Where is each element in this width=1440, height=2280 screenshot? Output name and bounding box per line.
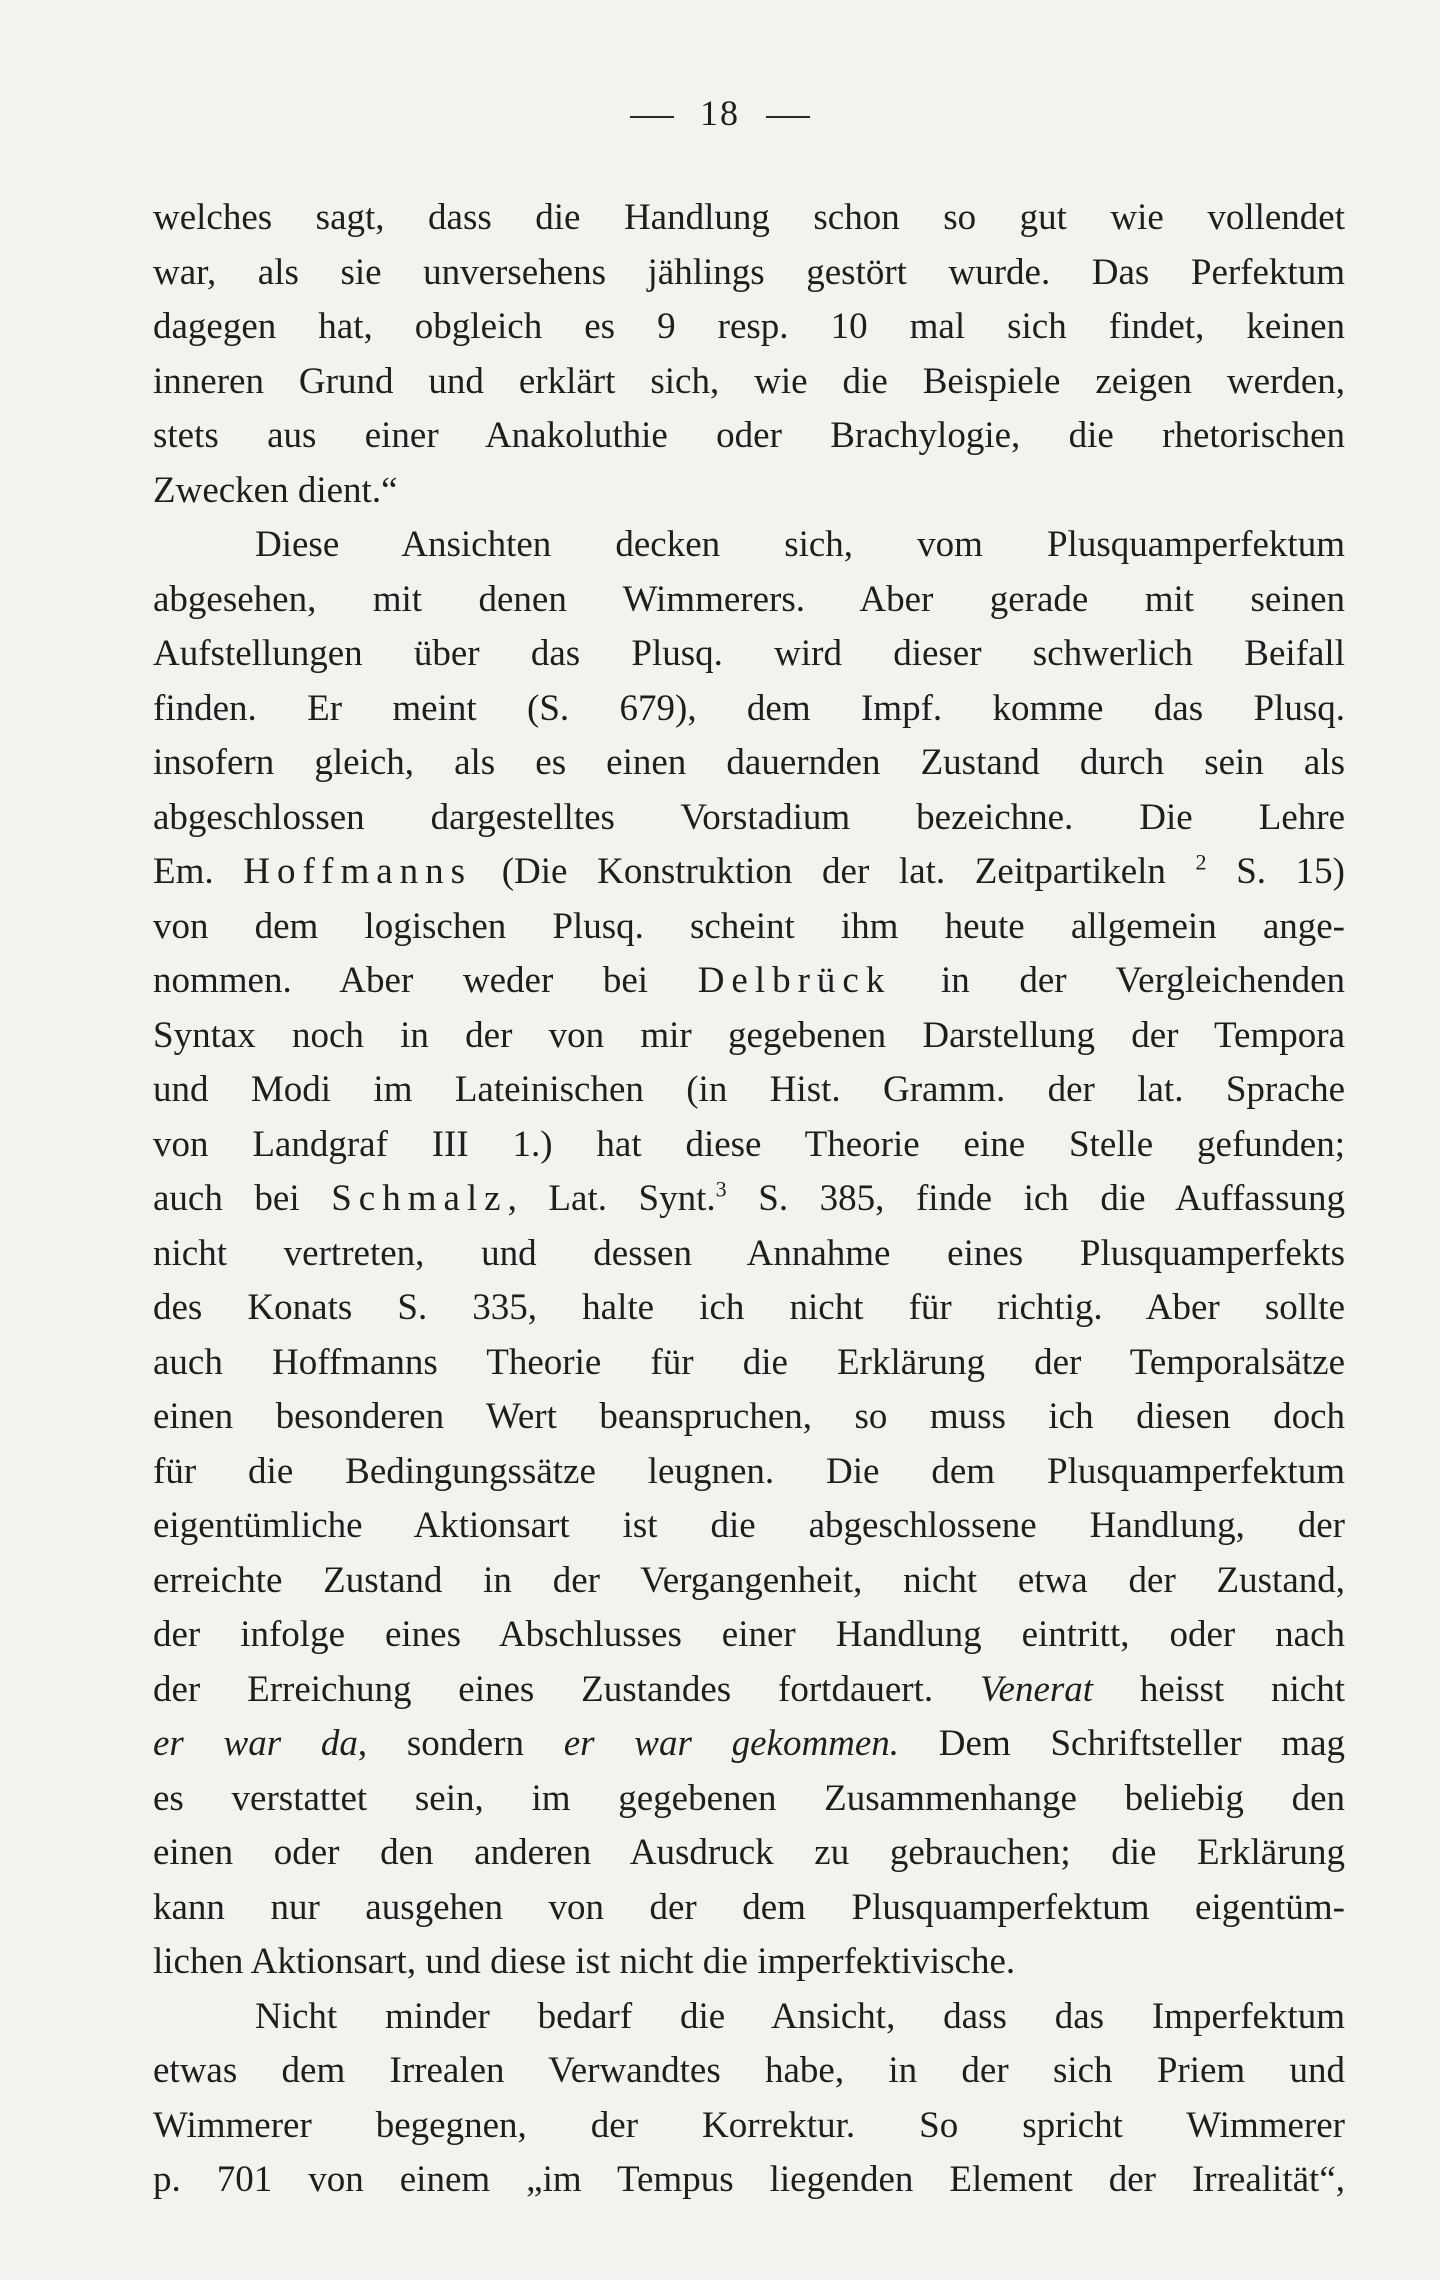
- page-number: [0, 92, 1440, 134]
- text-line: [153, 2153, 1345, 2208]
- paragraph: [153, 191, 1345, 518]
- text-segment: für die Bedingungssätze leugnen. Die dem Plusquamperfektum: [153, 1450, 1345, 1492]
- body-text: [153, 191, 1345, 2208]
- text-segment: , sondern: [357, 1723, 564, 1764]
- text-segment: abgesehen, mit denen Wimmerers. Aber gerade mit seinen: [153, 578, 1345, 620]
- text-line: [153, 1445, 1345, 1500]
- text-segment: der infolge eines Abschlusses einer Handlung eintritt, oder nach: [153, 1614, 1345, 1655]
- text-segment: des Konats S. 335, halte ich nicht für richtig. Aber sollte: [153, 1287, 1345, 1328]
- text-segment: nicht vertreten, und dessen Annahme eines Plusquamperfekts: [153, 1232, 1345, 1274]
- text-segment: Syntax noch in der von mir gegebenen Darstellung der Tempora: [153, 1014, 1345, 1056]
- text-segment: heisst nicht: [1093, 1668, 1346, 1710]
- text-line: [153, 1772, 1345, 1827]
- text-line: [153, 1172, 1345, 1227]
- text-segment: finden. Er meint (S. 679), dem Impf. komme das Plusq.: [153, 687, 1345, 729]
- spaced-name: Schmalz: [331, 1178, 508, 1219]
- dash-right: [766, 116, 810, 118]
- superscript: 2: [1195, 849, 1207, 875]
- text-line: [153, 464, 1345, 519]
- text-line: [153, 1281, 1345, 1336]
- text-line: [153, 682, 1345, 737]
- text-line: [153, 736, 1345, 791]
- text-line: [153, 1009, 1345, 1064]
- text-line: [153, 1608, 1345, 1663]
- text-segment: Aufstellungen über das Plusq. wird dieser schwerlich Beifall: [153, 633, 1345, 674]
- text-segment: einen oder den anderen Ausdruck zu gebrauchen; die Erklärung: [153, 1832, 1345, 1873]
- italic-text: er war gekommen.: [563, 1723, 900, 1764]
- paragraph: [153, 518, 1345, 1990]
- page-number-text: 18: [700, 93, 740, 133]
- text-segment: stets aus einer Anakoluthie oder Brachylogie, die rhetorischen: [153, 415, 1345, 456]
- text-line: [153, 1499, 1345, 1554]
- text-line: [153, 2099, 1345, 2154]
- text-line: [153, 1336, 1345, 1391]
- text-segment: es verstattet sein, im gegebenen Zusammenhange beliebig den: [153, 1777, 1345, 1819]
- text-line: [153, 627, 1345, 682]
- text-segment: dagegen hat, obgleich es 9 resp. 10 mal sich findet, keinen: [153, 306, 1345, 347]
- text-segment: von Landgraf III 1.) hat diese Theorie eine Stelle gefunden;: [153, 1123, 1345, 1165]
- text-segment: einen besonderen Wert beanspruchen, so muss ich diesen doch: [153, 1396, 1345, 1437]
- text-segment: etwas dem Irrealen Verwandtes habe, in der sich Priem und: [153, 2050, 1345, 2091]
- text-segment: nommen. Aber weder bei: [153, 960, 698, 1001]
- text-segment: Nicht minder bedarf die Ansicht, dass das Imperfektum: [255, 1995, 1345, 2037]
- text-segment: S. 385, finde ich die Auffassung: [726, 1178, 1345, 1219]
- text-segment: von dem logischen Plusq. scheint ihm heute allgemein ange-: [153, 905, 1345, 947]
- text-segment: Dem Schriftsteller mag: [899, 1723, 1345, 1764]
- text-line: [153, 1118, 1345, 1173]
- text-segment: inneren Grund und erklärt sich, wie die Beispiele zeigen werden,: [153, 360, 1345, 402]
- text-line: [153, 191, 1345, 246]
- italic-text: er war da: [153, 1723, 358, 1764]
- superscript: 3: [715, 1176, 727, 1202]
- text-segment: in der Vergleichenden: [891, 960, 1345, 1001]
- text-segment: auch Hoffmanns Theorie für die Erklärung der Temporalsätze: [153, 1341, 1345, 1383]
- italic-text: Venerat: [980, 1668, 1094, 1710]
- text-line: [153, 300, 1345, 355]
- text-line: [153, 1990, 1345, 2045]
- spaced-name: Hoffmanns: [243, 851, 473, 892]
- text-line: [153, 791, 1345, 846]
- text-segment: auch bei: [153, 1178, 332, 1219]
- text-line: [153, 900, 1345, 955]
- spaced-name: Delbrück: [697, 960, 892, 1001]
- text-line: [153, 246, 1345, 301]
- text-segment: , Lat. Synt.: [507, 1178, 716, 1219]
- text-segment: kann nur ausgehen von der dem Plusquamperfektum eigentüm-: [153, 1886, 1345, 1928]
- text-segment: der Erreichung eines Zustandes fortdauert.: [153, 1668, 981, 1710]
- text-line: [153, 1227, 1345, 1282]
- text-line: [153, 1063, 1345, 1118]
- text-line: [153, 1663, 1345, 1718]
- text-segment: insofern gleich, als es einen dauernden Zustand durch sein als: [153, 742, 1345, 783]
- text-line: [153, 1390, 1345, 1445]
- text-line: [153, 2044, 1345, 2099]
- text-line: [153, 954, 1345, 1009]
- text-line: [153, 518, 1345, 573]
- text-segment: lichen Aktionsart, und diese ist nicht die imperfektivische.: [153, 1941, 1016, 1982]
- text-line: [153, 1554, 1345, 1609]
- text-line: [153, 845, 1345, 900]
- text-line: [153, 573, 1345, 628]
- text-segment: Em.: [153, 851, 244, 892]
- text-segment: S. 15): [1206, 851, 1345, 892]
- text-segment: (Die Konstruktion der lat. Zeitpartikeln: [472, 851, 1196, 892]
- text-segment: war, als sie unversehens jählings gestört wurde. Das Perfektum: [153, 251, 1345, 293]
- text-line: [153, 1881, 1345, 1936]
- text-line: [153, 1935, 1345, 1990]
- text-segment: Zwecken dient.“: [153, 469, 398, 511]
- text-line: [153, 1717, 1345, 1772]
- paragraph: [153, 1990, 1345, 2208]
- text-segment: Wimmerer begegnen, der Korrektur. So spricht Wimmerer: [153, 2104, 1345, 2146]
- text-segment: und Modi im Lateinischen (in Hist. Gramm. der lat. Sprache: [153, 1069, 1345, 1110]
- text-segment: welches sagt, dass die Handlung schon so gut wie vollendet: [153, 197, 1345, 238]
- text-line: [153, 409, 1345, 464]
- text-segment: eigentümliche Aktionsart ist die abgeschlossene Handlung, der: [153, 1505, 1345, 1546]
- dash-left: [630, 116, 674, 118]
- text-line: [153, 1826, 1345, 1881]
- text-segment: erreichte Zustand in der Vergangenheit, nicht etwa der Zustand,: [153, 1559, 1345, 1601]
- text-segment: abgeschlossen dargestelltes Vorstadium bezeichne. Die Lehre: [153, 796, 1345, 838]
- text-segment: Diese Ansichten decken sich, vom Plusquamperfektum: [255, 524, 1345, 565]
- text-line: [153, 355, 1345, 410]
- text-segment: p. 701 von einem „im Tempus liegenden Element der Irrealität“,: [153, 2159, 1345, 2200]
